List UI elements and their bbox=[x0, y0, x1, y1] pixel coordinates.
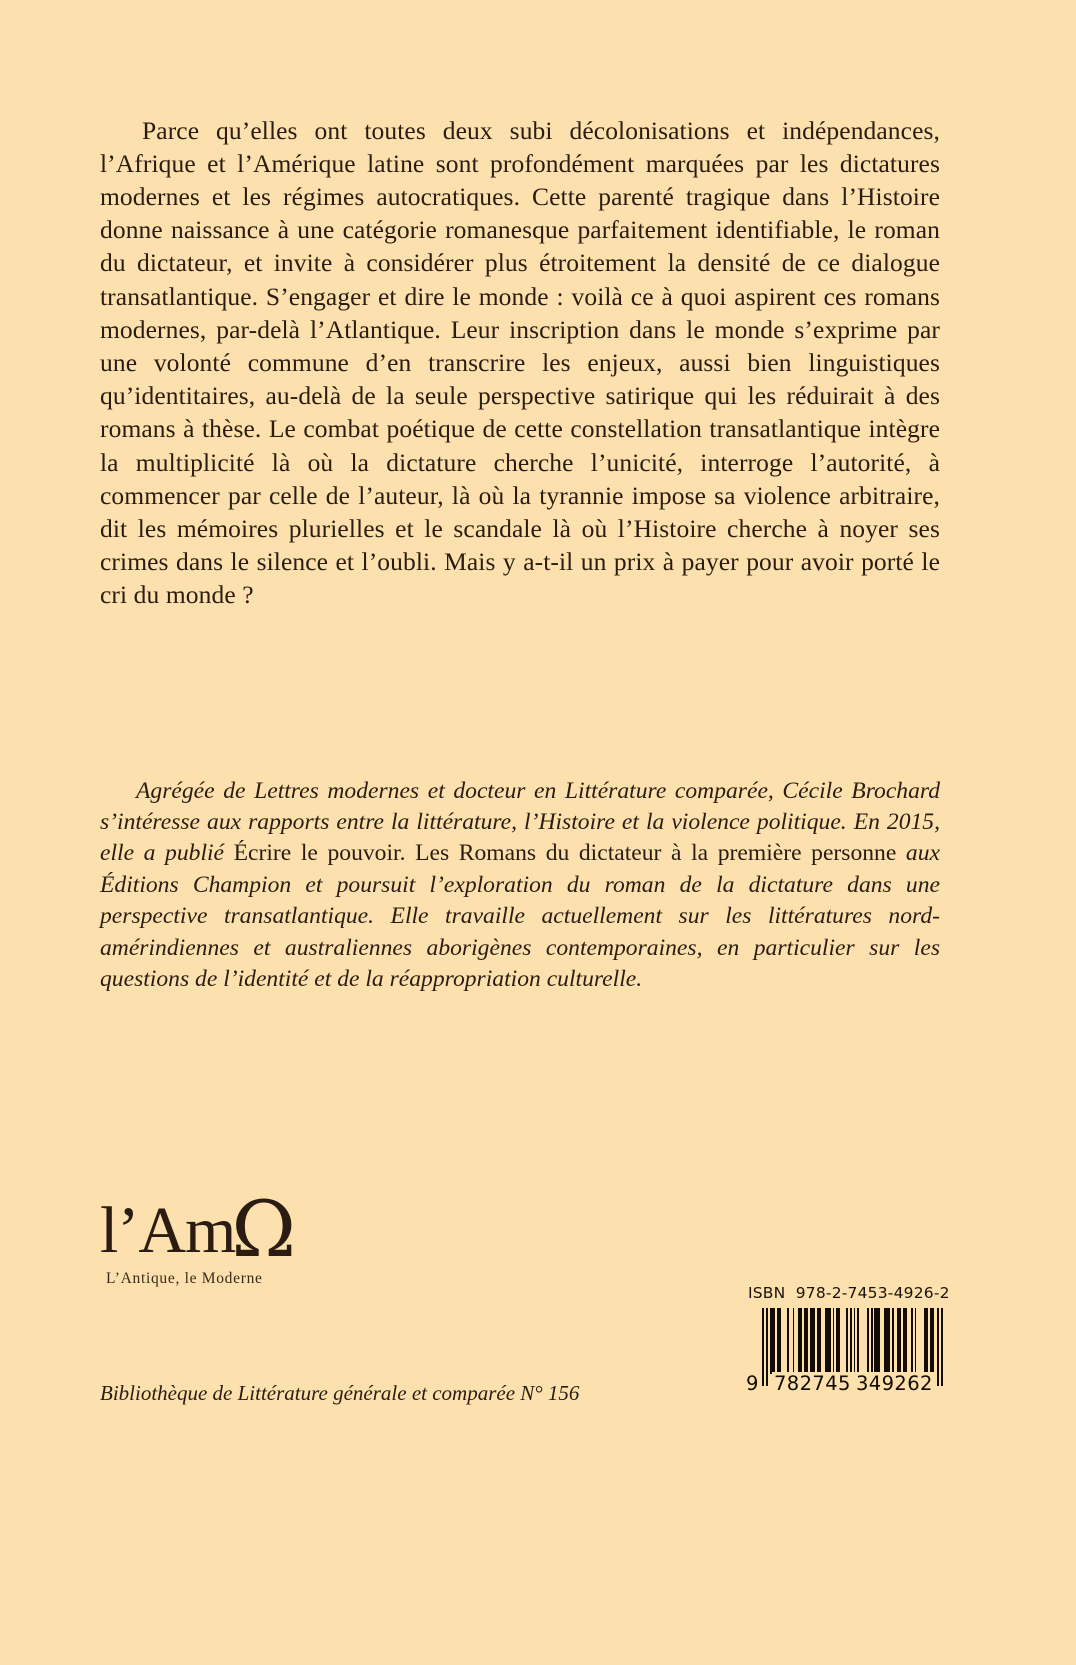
ean-right-group: 349262 bbox=[856, 1372, 933, 1395]
publisher-logo bbox=[100, 1186, 360, 1288]
ean-left-group: 782745 bbox=[774, 1372, 851, 1395]
series-footer: Bibliothèque de Littérature générale et comparée N° 156 bbox=[100, 1381, 580, 1405]
ean13-barcode bbox=[748, 1308, 944, 1404]
publisher-tagline: L’Antique, le Moderne bbox=[106, 1270, 263, 1287]
publisher-logo-lam: l’Am bbox=[100, 1194, 236, 1267]
biography-part-one: Agrégée de Lettres modernes et docteur en Littérature comparée, Cécile Brochard s’intéresse aux rapports entre la littérature, l’Histoire et la violence politique. En 2015, elle a publié bbox=[100, 777, 940, 867]
publisher-logo-mark bbox=[100, 1185, 360, 1275]
omega-icon: Ω bbox=[231, 1185, 295, 1275]
author-biography bbox=[100, 776, 940, 996]
isbn-barcode-block bbox=[746, 1284, 950, 1404]
biography-part-two: aux Éditions Champion et poursuit l’exploration du roman de la dictature dans une perspective transatlantique. Elle travaille actuellement sur les littératures nord-amérindiennes et australiennes aborigènes contemporaines, en particulier sur les questions de l’identité et de la réappropriation culturelle. bbox=[100, 840, 940, 993]
biography-book-title: Écrire le pouvoir. Les Romans du dictateur à la première personne bbox=[233, 840, 897, 867]
book-blurb: Parce qu’elles ont toutes deux subi décolonisations et indépendances, l’Afrique et l’Amérique latine sont profondément marquées par les dictatures modernes et les régimes autocratiques. Cette parenté tragique dans l’Histoire donne naissance à une catégorie romanesque parfaitement identifiable, le roman du dictateur, et invite à considérer plus étroitement la densité de ce dialogue transatlantique. S’engager et dire le monde : voilà ce à quoi aspirent ces romans modernes, par-delà l’Atlantique. Leur inscription dans le monde s’exprime par une volonté commune d’en transcrire les enjeux, aussi bien linguistiques qu’identitaires, au-delà de la seule perspective satirique qui les réduirait à des romans à thèse. Le combat poétique de cette constellation transatlantique intègre la multiplicité là où la dictature cherche l’unicité, interroge l’autorité, à commencer par celle de l’auteur, là où la tyrannie impose sa violence arbitraire, dit les mémoires plurielles et le scandale là où l’Histoire cherche à noyer ses crimes dans le silence et l’oubli. Mais y a-t-il un prix à payer pour avoir porté le cri du monde ? bbox=[100, 115, 940, 610]
isbn-line bbox=[748, 1284, 950, 1302]
isbn-label: ISBN bbox=[748, 1284, 786, 1302]
barcode-digits bbox=[748, 1372, 944, 1398]
ean-lead-digit: 9 bbox=[746, 1372, 759, 1395]
isbn-number: 978-2-7453-4926-2 bbox=[795, 1284, 950, 1302]
